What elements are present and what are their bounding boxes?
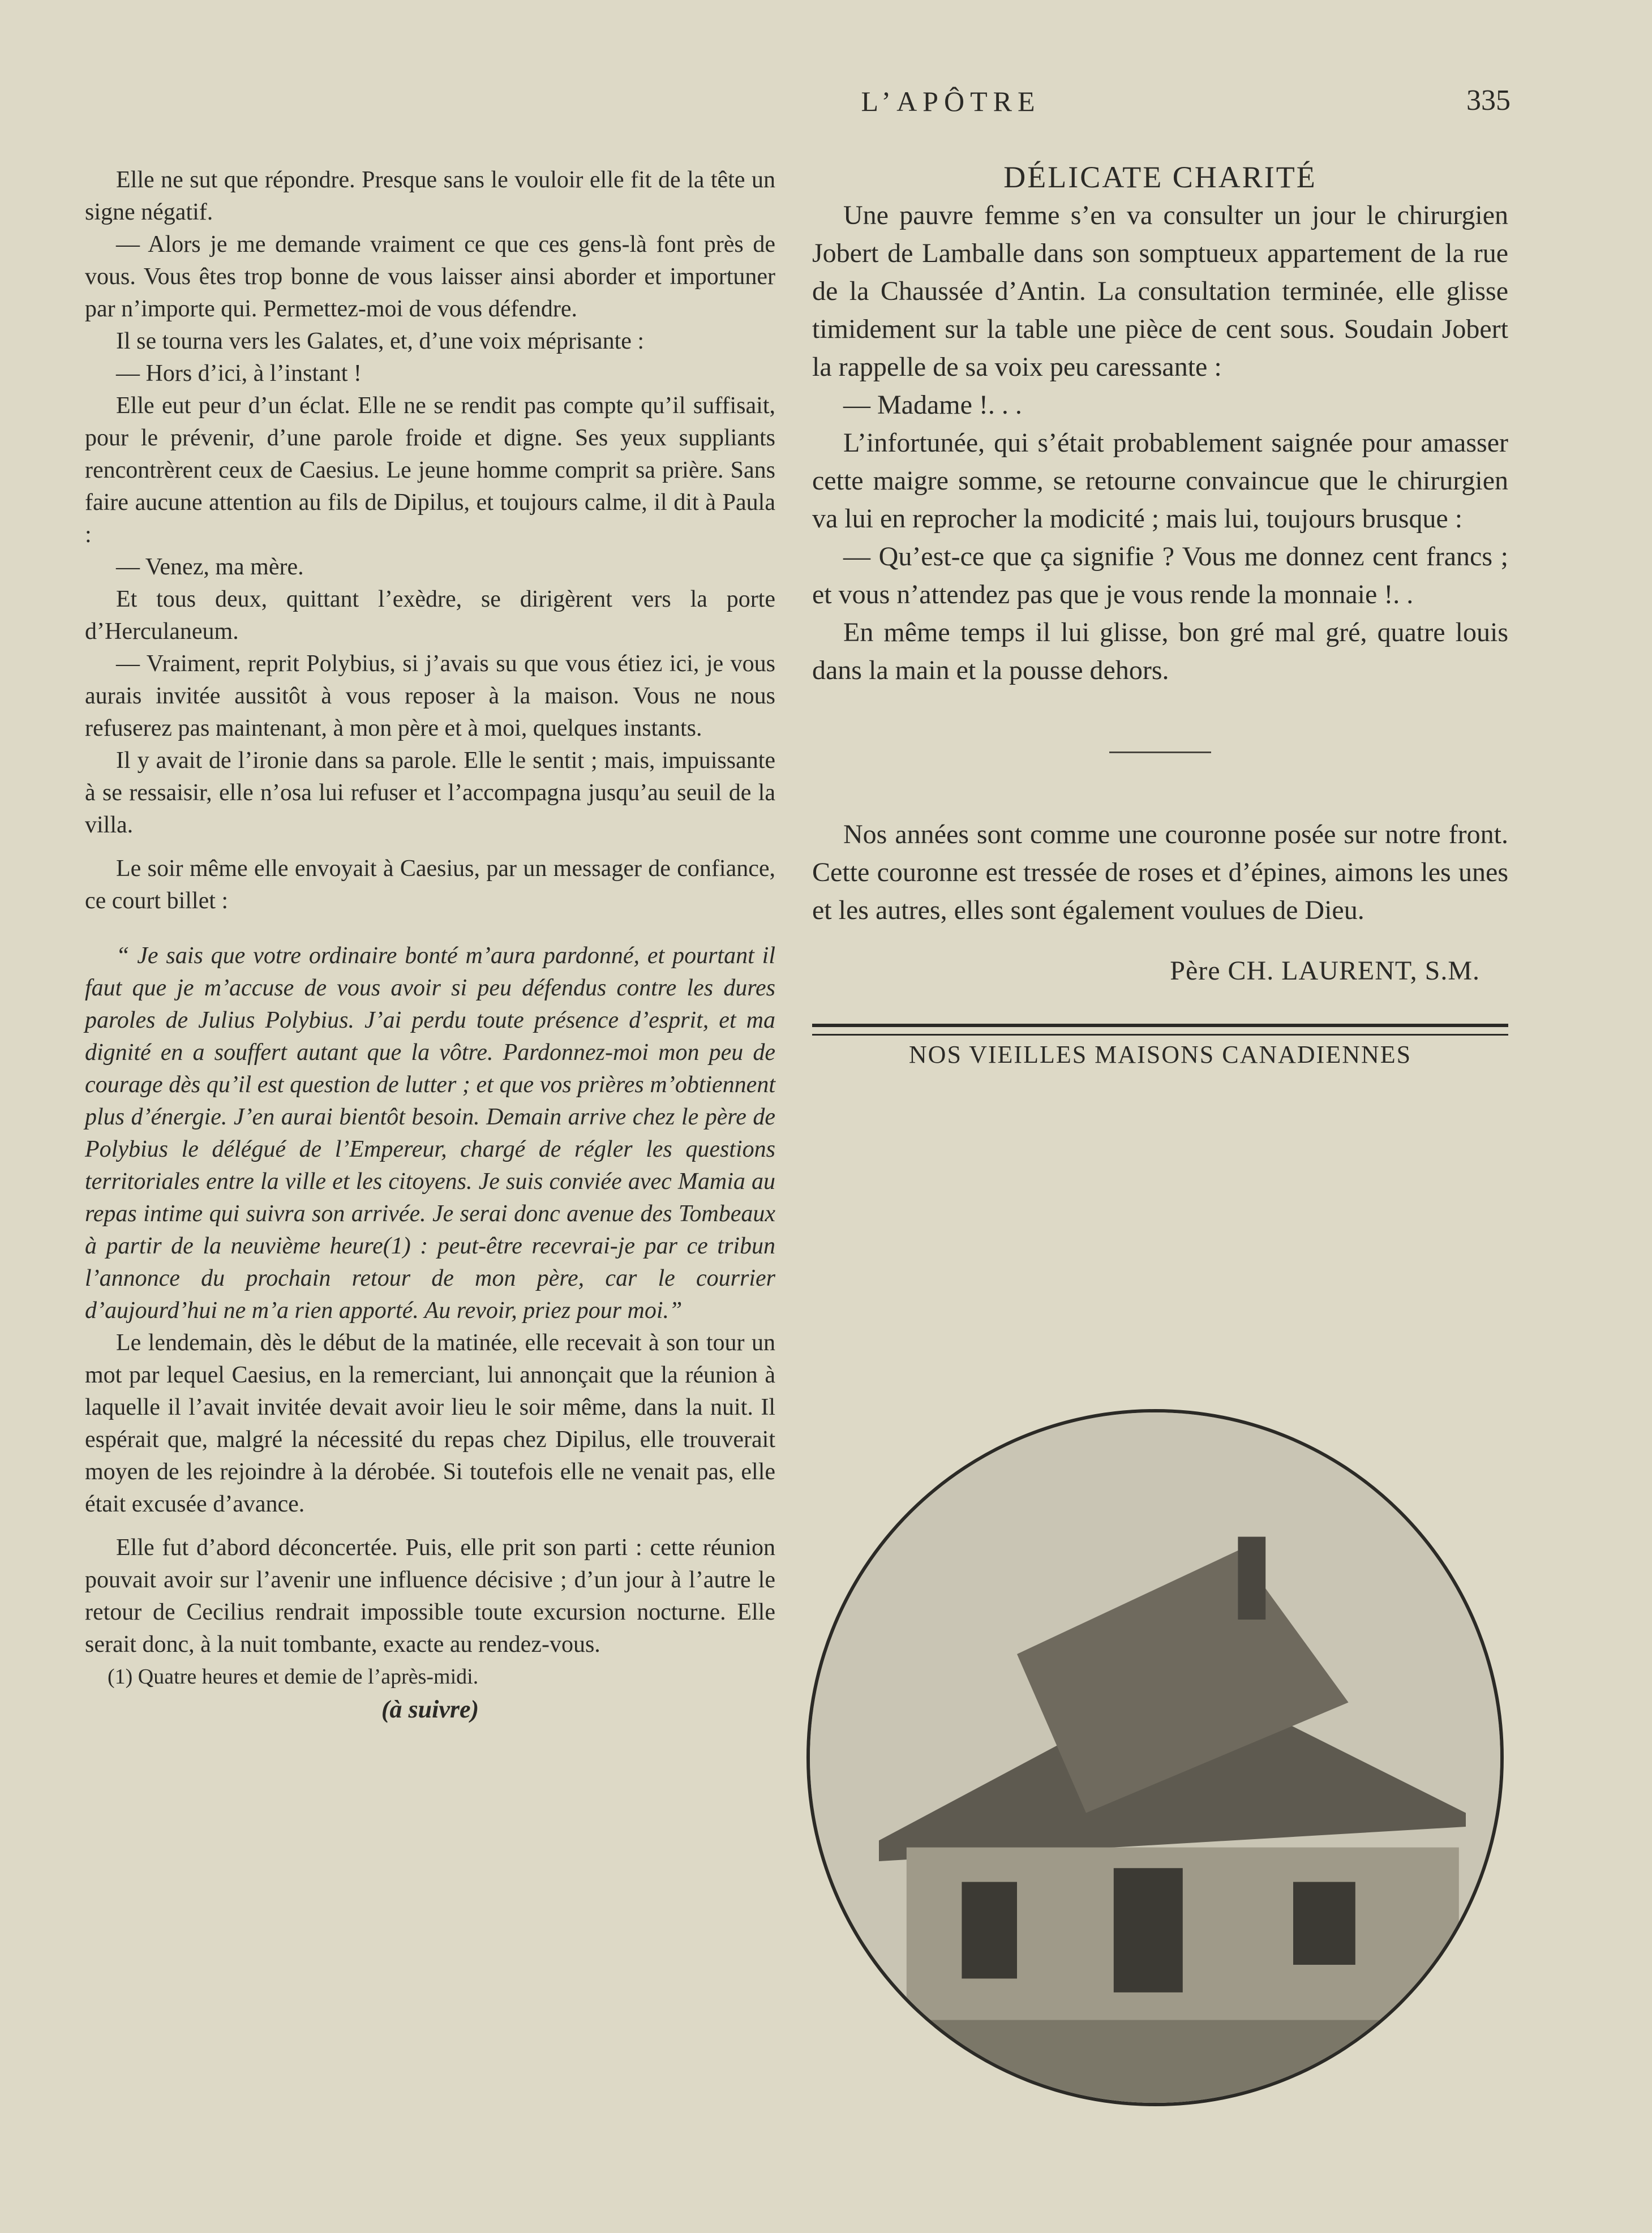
paragraph: — Madame !. . . (843, 390, 1022, 420)
houses-title: NOS VIEILLES MAISONS CANADIENNES (908, 1041, 1412, 1068)
paragraph: Elle ne sut que répondre. Presque sans le vouloir elle fit de la tête un signe négatif. (85, 167, 775, 225)
paragraph: Elle eut peur d’un éclat. Elle ne se rendit pas compte qu’il suffisait, pour le prévenir, d’une parole froide et digne. Ses yeux suppliants rencontrèrent ceux de Caesius. Le jeune homme comprit sa prière. Sans faire aucune attention au fils de Dipilus, et toujours calme, il dit à Paula : (85, 393, 775, 548)
signature: Père CH. LAURENT, S.M. (1170, 956, 1480, 986)
paragraph: Elle fut d’abord déconcertée. Puis, elle prit son parti : cette réunion pouvait avoir sur l’avenir une influence décisive ; d’un jour à l’autre le retour de Cecilius rendrait impossible toute excursion nocturne. Elle serait donc, à la nuit tombante, exacte au rendez-vous. (85, 1535, 775, 1657)
footnote: (1) Quatre heures et demie de l’après-midi. (108, 1665, 479, 1689)
paragraph: En même temps il lui glisse, bon gré mal gré, quatre louis dans la main et la pousse dehors. (812, 617, 1508, 685)
separator-rule (1109, 752, 1211, 753)
to-be-continued: (à suivre) (381, 1695, 479, 1723)
house-illustration (810, 1412, 1500, 2103)
paragraph: Le lendemain, dès le début de la matinée, elle recevait à son tour un mot par lequel Caesius, en la remerciant, lui annonçait que la réunion à laquelle il l’avait invitée devait avoir lieu le soir même, dans la nuit. Il espérait que, malgré la nécessité du repas chez Dipilus, elle trouverait moyen de les rejoindre à la dérobée. Si toutefois elle ne venait pas, elle était excusée d’avance. (85, 1330, 775, 1517)
letter-text: “ Je sais que votre ordinaire bonté m’aura pardonné, et pourtant il faut que je m’accuse de vous avoir si peu défendus contre les dures paroles de Julius Polybius. J’ai perdu toute présence d’esprit, et ma dignité en a souffert autant que la vôtre. Pardonnez-moi mon peu de courage dès qu’il est question de lutter ; et que vos prières m’obtiennent plus d’énergie. J’en aurai bientôt besoin. Demain arrive chez le père de Polybius le délégué de l’Empereur, chargé de régler les questions territoriales entre la ville et les citoyens. Je suis conviée avec Mamia au repas intime qui suivra son arrivée. Je serai donc avenue des Tombeaux à partir de la neuvième heure(1) : peut-être recevrai-je par ce tribun l’annonce du prochain retour de mon père, car le courrier d’aujourd’hui ne m’a rien apporté. Au revoir, priez pour moi.” (85, 943, 775, 1324)
paragraph: Et tous deux, quittant l’exèdre, se dirigèrent vers la porte d’Herculaneum. (85, 586, 775, 645)
paragraph: Le soir même elle envoyait à Caesius, par un messager de confiance, ce court billet : (85, 856, 775, 914)
house-photo-image (806, 1409, 1504, 2106)
left-column (85, 164, 775, 1725)
paragraph: — Qu’est-ce que ça signifie ? Vous me donnez cent francs ; et vous n’attendez pas que je vous rende la monnaie !. . (812, 542, 1508, 609)
page-number: 335 (1466, 84, 1511, 117)
paragraph: — Alors je me demande vraiment ce que ces gens-là font près de vous. Vous êtes trop bonne de vous laisser ainsi aborder et importuner par n’importe qui. Permettez-moi de vous défendre. (85, 231, 775, 322)
double-rule-divider (812, 1024, 1508, 1036)
right-column (812, 158, 1508, 1073)
quote-paragraph: Nos années sont comme une couronne posée sur notre front. Cette couronne est tressée de roses et d’épines, aimons les unes et les autres, elles sont également voulues de Dieu. (812, 819, 1508, 925)
paragraph: L’infortunée, qui s’était probablement saignée pour amasser cette maigre somme, se retourne convaincue que le chirurgien va lui en reprocher la modicité ; mais lui, toujours brusque : (812, 428, 1508, 534)
paragraph: — Vraiment, reprit Polybius, si j’avais su que vous étiez ici, je vous aurais invitée aussitôt à vous reposer à la maison. Vous ne nous refuserez pas maintenant, à mon père et à moi, quelques instants. (85, 651, 775, 741)
paragraph: Il y avait de l’ironie dans sa parole. Elle le sentit ; mais, impuissante à se ressaisir, elle n’osa lui refuser et l’accompagna jusqu’au seuil de la villa. (85, 748, 775, 838)
paragraph: — Hors d’ici, à l’instant ! (116, 360, 362, 387)
paragraph: — Venez, ma mère. (116, 554, 304, 580)
section-title: DÉLICATE CHARITÉ (1003, 160, 1317, 194)
paragraph: Une pauvre femme s’en va consulter un jour le chirurgien Jobert de Lamballe dans son somptueux appartement de la rue de la Chaussée d’Antin. La consultation terminée, elle glisse timidement sur la table une pièce de cent sous. Soudain Jobert la rappelle de sa voix peu caressante : (812, 200, 1508, 382)
paragraph: Il se tourna vers les Galates, et, d’une voix méprisante : (116, 328, 645, 354)
running-header: L’APÔTRE (861, 85, 1041, 117)
